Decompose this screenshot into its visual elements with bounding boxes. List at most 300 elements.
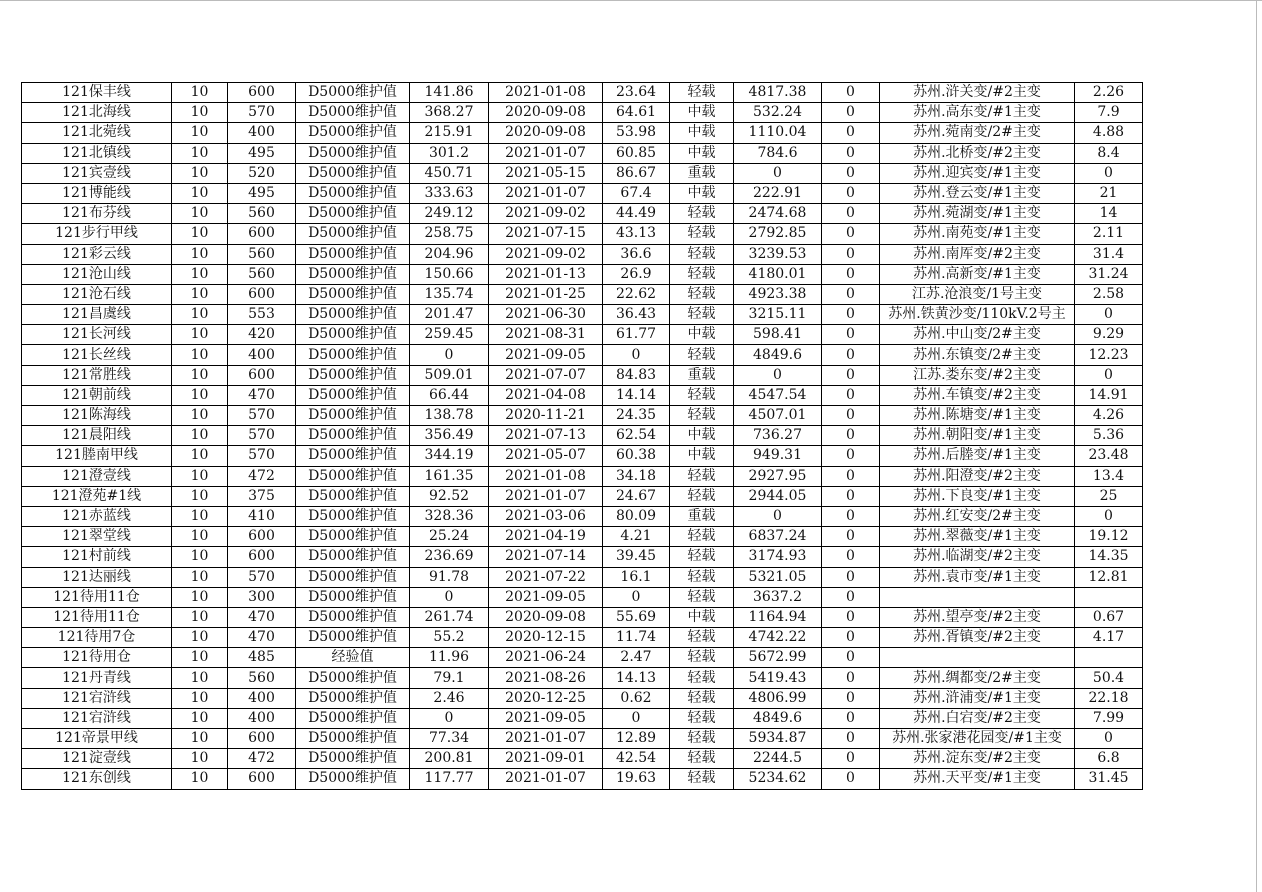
cell-transformer: 苏州.高东变/#1主变 xyxy=(880,103,1075,123)
cell-count: 0 xyxy=(822,567,880,587)
cell-rated-current: 420 xyxy=(228,325,296,345)
cell-voltage: 10 xyxy=(172,648,228,668)
cell-load-status: 轻载 xyxy=(670,587,734,607)
cell-load-status: 轻载 xyxy=(670,224,734,244)
cell-rated-current: 600 xyxy=(228,729,296,749)
cell-load-rate: 36.6 xyxy=(603,244,670,264)
cell-capacity: 6837.24 xyxy=(734,527,822,547)
table-row xyxy=(22,325,1143,345)
cell-rated-current: 600 xyxy=(228,83,296,103)
cell-rated-current: 400 xyxy=(228,688,296,708)
cell-rated-current: 570 xyxy=(228,426,296,446)
cell-line-name: 121长丝线 xyxy=(22,345,172,365)
cell-transformer: 苏州.望亭变/#2主变 xyxy=(880,607,1075,627)
cell-count: 0 xyxy=(822,103,880,123)
cell-rated-current: 570 xyxy=(228,103,296,123)
cell-ratio: 25 xyxy=(1075,486,1143,506)
cell-date: 2021-01-13 xyxy=(489,264,603,284)
cell-line-name: 121翠堂线 xyxy=(22,527,172,547)
cell-count: 0 xyxy=(822,305,880,325)
cell-line-name: 121北镇线 xyxy=(22,143,172,163)
cell-line-name: 121保丰线 xyxy=(22,83,172,103)
cell-rated-current: 560 xyxy=(228,244,296,264)
cell-source: D5000维护值 xyxy=(296,406,410,426)
cell-source: D5000维护值 xyxy=(296,506,410,526)
cell-capacity: 3239.53 xyxy=(734,244,822,264)
cell-date: 2021-06-24 xyxy=(489,648,603,668)
cell-line-name: 121彩云线 xyxy=(22,244,172,264)
cell-capacity: 0 xyxy=(734,365,822,385)
cell-voltage: 10 xyxy=(172,769,228,789)
cell-current: 25.24 xyxy=(410,527,489,547)
cell-current: 201.47 xyxy=(410,305,489,325)
cell-count: 0 xyxy=(822,365,880,385)
cell-load-status: 轻载 xyxy=(670,466,734,486)
cell-transformer: 苏州.中山变/2#主变 xyxy=(880,325,1075,345)
cell-current: 138.78 xyxy=(410,406,489,426)
cell-line-name: 121晨阳线 xyxy=(22,426,172,446)
cell-date: 2020-09-08 xyxy=(489,607,603,627)
cell-load-status: 中载 xyxy=(670,325,734,345)
cell-capacity: 4547.54 xyxy=(734,385,822,405)
cell-line-name: 121东创线 xyxy=(22,769,172,789)
cell-date: 2021-01-07 xyxy=(489,183,603,203)
cell-ratio xyxy=(1075,587,1143,607)
cell-capacity: 736.27 xyxy=(734,426,822,446)
cell-line-name: 121宾壹线 xyxy=(22,163,172,183)
cell-voltage: 10 xyxy=(172,506,228,526)
cell-capacity: 4806.99 xyxy=(734,688,822,708)
cell-line-name: 121沧山线 xyxy=(22,264,172,284)
cell-date: 2021-07-14 xyxy=(489,547,603,567)
cell-load-status: 轻载 xyxy=(670,708,734,728)
cell-count: 0 xyxy=(822,628,880,648)
cell-load-status: 轻载 xyxy=(670,385,734,405)
cell-current: 117.77 xyxy=(410,769,489,789)
cell-rated-current: 553 xyxy=(228,305,296,325)
cell-source: D5000维护值 xyxy=(296,365,410,385)
cell-line-name: 121常胜线 xyxy=(22,365,172,385)
cell-line-name: 121澄苑#1线 xyxy=(22,486,172,506)
cell-ratio xyxy=(1075,648,1143,668)
cell-current: 236.69 xyxy=(410,547,489,567)
cell-line-name: 121澄壹线 xyxy=(22,466,172,486)
cell-rated-current: 470 xyxy=(228,607,296,627)
table-row xyxy=(22,163,1143,183)
cell-load-rate: 14.14 xyxy=(603,385,670,405)
cell-voltage: 10 xyxy=(172,527,228,547)
cell-voltage: 10 xyxy=(172,103,228,123)
table-row xyxy=(22,607,1143,627)
cell-source: D5000维护值 xyxy=(296,183,410,203)
cell-rated-current: 600 xyxy=(228,224,296,244)
cell-ratio: 50.4 xyxy=(1075,668,1143,688)
cell-date: 2021-09-05 xyxy=(489,708,603,728)
cell-transformer: 苏州.绸都变/2#主变 xyxy=(880,668,1075,688)
cell-load-rate: 24.67 xyxy=(603,486,670,506)
cell-transformer: 苏州.翠薇变/#1主变 xyxy=(880,527,1075,547)
cell-load-status: 中载 xyxy=(670,123,734,143)
cell-load-status: 中载 xyxy=(670,143,734,163)
cell-rated-current: 560 xyxy=(228,668,296,688)
table-row xyxy=(22,567,1143,587)
cell-ratio: 9.29 xyxy=(1075,325,1143,345)
cell-rated-current: 570 xyxy=(228,446,296,466)
cell-load-rate: 24.35 xyxy=(603,406,670,426)
table-row xyxy=(22,486,1143,506)
cell-ratio: 12.81 xyxy=(1075,567,1143,587)
cell-voltage: 10 xyxy=(172,628,228,648)
cell-load-rate: 80.09 xyxy=(603,506,670,526)
cell-load-status: 轻载 xyxy=(670,406,734,426)
cell-capacity: 3174.93 xyxy=(734,547,822,567)
cell-load-rate: 62.54 xyxy=(603,426,670,446)
cell-date: 2021-07-15 xyxy=(489,224,603,244)
cell-date: 2021-01-07 xyxy=(489,143,603,163)
cell-voltage: 10 xyxy=(172,688,228,708)
cell-current: 509.01 xyxy=(410,365,489,385)
cell-load-status: 轻载 xyxy=(670,284,734,304)
cell-rated-current: 472 xyxy=(228,466,296,486)
cell-capacity: 222.91 xyxy=(734,183,822,203)
cell-source: D5000维护值 xyxy=(296,688,410,708)
cell-load-status: 重载 xyxy=(670,163,734,183)
cell-ratio: 22.18 xyxy=(1075,688,1143,708)
cell-source: D5000维护值 xyxy=(296,163,410,183)
cell-load-status: 中载 xyxy=(670,426,734,446)
cell-ratio: 0 xyxy=(1075,163,1143,183)
cell-rated-current: 600 xyxy=(228,284,296,304)
cell-load-status: 轻载 xyxy=(670,83,734,103)
table-row xyxy=(22,143,1143,163)
cell-transformer: 苏州.陈塘变/#1主变 xyxy=(880,406,1075,426)
cell-load-rate: 39.45 xyxy=(603,547,670,567)
cell-voltage: 10 xyxy=(172,708,228,728)
cell-transformer: 苏州.白宕变/#2主变 xyxy=(880,708,1075,728)
cell-current: 261.74 xyxy=(410,607,489,627)
cell-load-rate: 67.4 xyxy=(603,183,670,203)
cell-transformer: 苏州.下良变/#1主变 xyxy=(880,486,1075,506)
cell-ratio: 4.26 xyxy=(1075,406,1143,426)
cell-date: 2021-07-13 xyxy=(489,426,603,446)
cell-date: 2021-05-15 xyxy=(489,163,603,183)
cell-ratio: 2.11 xyxy=(1075,224,1143,244)
cell-line-name: 121昌虞线 xyxy=(22,305,172,325)
cell-current: 344.19 xyxy=(410,446,489,466)
cell-line-name: 121待用11仓 xyxy=(22,607,172,627)
cell-line-name: 121北海线 xyxy=(22,103,172,123)
cell-ratio: 5.36 xyxy=(1075,426,1143,446)
cell-ratio: 4.88 xyxy=(1075,123,1143,143)
cell-load-rate: 11.74 xyxy=(603,628,670,648)
cell-rated-current: 485 xyxy=(228,648,296,668)
cell-ratio: 31.4 xyxy=(1075,244,1143,264)
cell-count: 0 xyxy=(822,264,880,284)
cell-source: D5000维护值 xyxy=(296,224,410,244)
cell-load-rate: 61.77 xyxy=(603,325,670,345)
cell-source: D5000维护值 xyxy=(296,284,410,304)
table-row xyxy=(22,688,1143,708)
cell-transformer: 苏州.登云变/#1主变 xyxy=(880,183,1075,203)
cell-transformer: 苏州.袁市变/#1主变 xyxy=(880,567,1075,587)
cell-voltage: 10 xyxy=(172,607,228,627)
cell-source: D5000维护值 xyxy=(296,567,410,587)
cell-count: 0 xyxy=(822,244,880,264)
cell-date: 2021-05-07 xyxy=(489,446,603,466)
cell-capacity: 1110.04 xyxy=(734,123,822,143)
table-row xyxy=(22,587,1143,607)
cell-source: D5000维护值 xyxy=(296,769,410,789)
cell-count: 0 xyxy=(822,385,880,405)
cell-load-rate: 19.63 xyxy=(603,769,670,789)
cell-date: 2021-09-02 xyxy=(489,244,603,264)
cell-load-status: 轻载 xyxy=(670,729,734,749)
cell-source: D5000维护值 xyxy=(296,305,410,325)
cell-capacity: 784.6 xyxy=(734,143,822,163)
cell-date: 2021-01-25 xyxy=(489,284,603,304)
cell-load-status: 轻载 xyxy=(670,264,734,284)
cell-load-status: 轻载 xyxy=(670,648,734,668)
cell-current: 77.34 xyxy=(410,729,489,749)
cell-ratio: 6.8 xyxy=(1075,749,1143,769)
table-row xyxy=(22,365,1143,385)
cell-line-name: 121村前线 xyxy=(22,547,172,567)
cell-date: 2020-09-08 xyxy=(489,103,603,123)
cell-count: 0 xyxy=(822,506,880,526)
cell-count: 0 xyxy=(822,648,880,668)
cell-rated-current: 400 xyxy=(228,123,296,143)
cell-count: 0 xyxy=(822,587,880,607)
cell-load-rate: 0 xyxy=(603,708,670,728)
cell-capacity: 5234.62 xyxy=(734,769,822,789)
table-row xyxy=(22,305,1143,325)
cell-load-status: 轻载 xyxy=(670,668,734,688)
cell-count: 0 xyxy=(822,83,880,103)
cell-voltage: 10 xyxy=(172,567,228,587)
cell-count: 0 xyxy=(822,749,880,769)
cell-capacity: 532.24 xyxy=(734,103,822,123)
cell-transformer: 江苏.娄东变/#2主变 xyxy=(880,365,1075,385)
cell-load-rate: 60.38 xyxy=(603,446,670,466)
cell-current: 79.1 xyxy=(410,668,489,688)
cell-voltage: 10 xyxy=(172,163,228,183)
cell-source: D5000维护值 xyxy=(296,83,410,103)
cell-date: 2021-04-19 xyxy=(489,527,603,547)
cell-line-name: 121塍南甲线 xyxy=(22,446,172,466)
cell-line-name: 121博能线 xyxy=(22,183,172,203)
cell-transformer: 苏州.临湖变/#2主变 xyxy=(880,547,1075,567)
cell-transformer: 苏州.后塍变/#1主变 xyxy=(880,446,1075,466)
table-row xyxy=(22,103,1143,123)
cell-load-status: 轻载 xyxy=(670,749,734,769)
cell-current: 368.27 xyxy=(410,103,489,123)
cell-ratio: 2.26 xyxy=(1075,83,1143,103)
table-row xyxy=(22,628,1143,648)
page-top-border xyxy=(0,0,1262,1)
table-row xyxy=(22,83,1143,103)
cell-date: 2021-08-31 xyxy=(489,325,603,345)
cell-count: 0 xyxy=(822,486,880,506)
cell-voltage: 10 xyxy=(172,426,228,446)
cell-capacity: 4742.22 xyxy=(734,628,822,648)
cell-line-name: 121待用7仓 xyxy=(22,628,172,648)
cell-load-rate: 2.47 xyxy=(603,648,670,668)
cell-load-status: 轻载 xyxy=(670,244,734,264)
cell-current: 258.75 xyxy=(410,224,489,244)
cell-count: 0 xyxy=(822,345,880,365)
cell-count: 0 xyxy=(822,224,880,244)
cell-load-rate: 0 xyxy=(603,587,670,607)
table-row xyxy=(22,385,1143,405)
cell-transformer: 苏州.北桥变/#2主变 xyxy=(880,143,1075,163)
cell-source: D5000维护值 xyxy=(296,103,410,123)
cell-load-status: 重载 xyxy=(670,365,734,385)
cell-rated-current: 410 xyxy=(228,506,296,526)
cell-current: 301.2 xyxy=(410,143,489,163)
cell-count: 0 xyxy=(822,143,880,163)
cell-source: D5000维护值 xyxy=(296,668,410,688)
cell-load-rate: 34.18 xyxy=(603,466,670,486)
cell-source: D5000维护值 xyxy=(296,729,410,749)
cell-current: 450.71 xyxy=(410,163,489,183)
cell-source: D5000维护值 xyxy=(296,143,410,163)
table-row xyxy=(22,466,1143,486)
cell-current: 0 xyxy=(410,587,489,607)
cell-source: D5000维护值 xyxy=(296,527,410,547)
cell-capacity: 3215.11 xyxy=(734,305,822,325)
cell-transformer xyxy=(880,587,1075,607)
cell-load-rate: 23.64 xyxy=(603,83,670,103)
cell-rated-current: 470 xyxy=(228,628,296,648)
cell-capacity: 598.41 xyxy=(734,325,822,345)
cell-count: 0 xyxy=(822,527,880,547)
cell-count: 0 xyxy=(822,325,880,345)
cell-transformer: 江苏.沧浪变/1号主变 xyxy=(880,284,1075,304)
cell-load-rate: 16.1 xyxy=(603,567,670,587)
cell-voltage: 10 xyxy=(172,284,228,304)
cell-capacity: 5672.99 xyxy=(734,648,822,668)
table-row xyxy=(22,729,1143,749)
cell-capacity: 0 xyxy=(734,163,822,183)
cell-count: 0 xyxy=(822,284,880,304)
cell-current: 92.52 xyxy=(410,486,489,506)
cell-capacity: 2792.85 xyxy=(734,224,822,244)
cell-ratio: 2.58 xyxy=(1075,284,1143,304)
cell-source: D5000维护值 xyxy=(296,466,410,486)
cell-transformer: 苏州.车镇变/#2主变 xyxy=(880,385,1075,405)
cell-voltage: 10 xyxy=(172,83,228,103)
cell-rated-current: 600 xyxy=(228,365,296,385)
cell-date: 2021-08-26 xyxy=(489,668,603,688)
cell-transformer: 苏州.浒关变/#2主变 xyxy=(880,83,1075,103)
table-row xyxy=(22,244,1143,264)
page-right-border xyxy=(1256,0,1257,892)
cell-date: 2021-09-01 xyxy=(489,749,603,769)
cell-rated-current: 300 xyxy=(228,587,296,607)
cell-ratio: 14.35 xyxy=(1075,547,1143,567)
cell-voltage: 10 xyxy=(172,466,228,486)
cell-load-rate: 53.98 xyxy=(603,123,670,143)
cell-transformer: 苏州.张家港花园变/#1主变 xyxy=(880,729,1075,749)
cell-rated-current: 570 xyxy=(228,406,296,426)
cell-voltage: 10 xyxy=(172,345,228,365)
cell-load-rate: 4.21 xyxy=(603,527,670,547)
cell-ratio: 19.12 xyxy=(1075,527,1143,547)
cell-rated-current: 520 xyxy=(228,163,296,183)
cell-load-status: 中载 xyxy=(670,183,734,203)
table-row xyxy=(22,648,1143,668)
cell-voltage: 10 xyxy=(172,183,228,203)
cell-rated-current: 560 xyxy=(228,204,296,224)
cell-current: 11.96 xyxy=(410,648,489,668)
cell-date: 2021-07-22 xyxy=(489,567,603,587)
cell-count: 0 xyxy=(822,426,880,446)
cell-voltage: 10 xyxy=(172,668,228,688)
cell-load-rate: 14.13 xyxy=(603,668,670,688)
cell-ratio: 31.24 xyxy=(1075,264,1143,284)
cell-voltage: 10 xyxy=(172,486,228,506)
cell-load-rate: 22.62 xyxy=(603,284,670,304)
cell-count: 0 xyxy=(822,466,880,486)
cell-line-name: 121步行甲线 xyxy=(22,224,172,244)
cell-line-name: 121北菀线 xyxy=(22,123,172,143)
cell-ratio: 21 xyxy=(1075,183,1143,203)
cell-current: 161.35 xyxy=(410,466,489,486)
cell-date: 2021-09-05 xyxy=(489,345,603,365)
cell-load-rate: 0 xyxy=(603,345,670,365)
cell-count: 0 xyxy=(822,446,880,466)
cell-ratio: 0.67 xyxy=(1075,607,1143,627)
cell-source: D5000维护值 xyxy=(296,325,410,345)
cell-ratio: 13.4 xyxy=(1075,466,1143,486)
table-row xyxy=(22,284,1143,304)
cell-current: 141.86 xyxy=(410,83,489,103)
cell-load-status: 中载 xyxy=(670,607,734,627)
cell-voltage: 10 xyxy=(172,325,228,345)
cell-voltage: 10 xyxy=(172,204,228,224)
cell-line-name: 121朝前线 xyxy=(22,385,172,405)
cell-source: D5000维护值 xyxy=(296,123,410,143)
cell-ratio: 23.48 xyxy=(1075,446,1143,466)
cell-transformer: 苏州.淀东变/#2主变 xyxy=(880,749,1075,769)
cell-load-status: 轻载 xyxy=(670,547,734,567)
cell-voltage: 10 xyxy=(172,244,228,264)
cell-transformer: 苏州.南厍变/#2主变 xyxy=(880,244,1075,264)
cell-date: 2020-11-21 xyxy=(489,406,603,426)
cell-ratio: 14.91 xyxy=(1075,385,1143,405)
cell-count: 0 xyxy=(822,204,880,224)
cell-load-rate: 36.43 xyxy=(603,305,670,325)
cell-current: 91.78 xyxy=(410,567,489,587)
cell-ratio: 4.17 xyxy=(1075,628,1143,648)
cell-line-name: 121宕浒线 xyxy=(22,708,172,728)
cell-transformer: 苏州.东镇变/2#主变 xyxy=(880,345,1075,365)
cell-voltage: 10 xyxy=(172,446,228,466)
cell-transformer: 苏州.迎宾变/#1主变 xyxy=(880,163,1075,183)
cell-capacity: 2944.05 xyxy=(734,486,822,506)
cell-date: 2021-09-02 xyxy=(489,204,603,224)
cell-source: D5000维护值 xyxy=(296,628,410,648)
cell-current: 2.46 xyxy=(410,688,489,708)
cell-capacity: 4923.38 xyxy=(734,284,822,304)
cell-transformer: 苏州.天平变/#1主变 xyxy=(880,769,1075,789)
cell-current: 204.96 xyxy=(410,244,489,264)
cell-source: D5000维护值 xyxy=(296,385,410,405)
cell-load-rate: 12.89 xyxy=(603,729,670,749)
cell-load-rate: 64.61 xyxy=(603,103,670,123)
cell-load-rate: 43.13 xyxy=(603,224,670,244)
cell-line-name: 121宕浒线 xyxy=(22,688,172,708)
